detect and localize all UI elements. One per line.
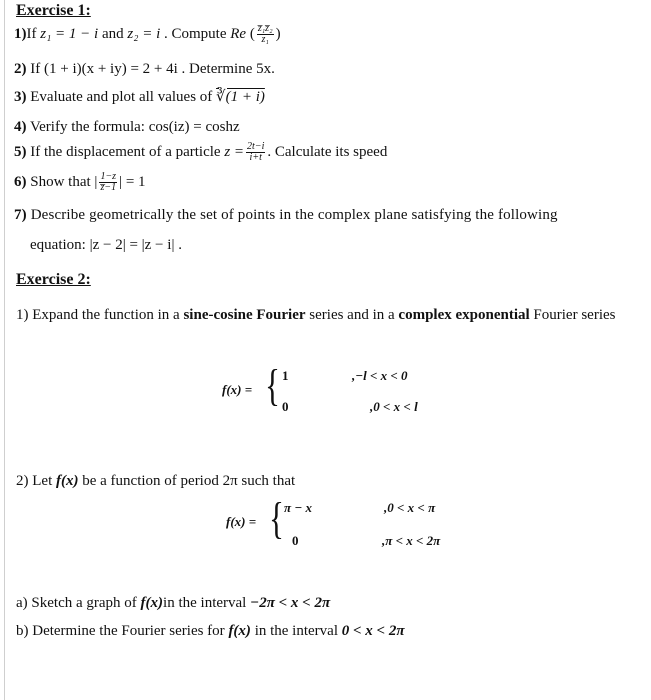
- ex1-question-1: 1)If z₁ = 1 − i and z₂ = i . Compute Re ( $\frac{\text{z̅₁z̅₂}}{\text{z₁}}$ ): [14, 23, 281, 45]
- exercise-1-title: Exercise 1:: [16, 2, 91, 19]
- ex1-question-7-line2: equation: |z − 2| = |z − i| .: [30, 237, 182, 253]
- f2-value-1: π − x: [284, 500, 312, 515]
- ex1-question-3: 3) Evaluate and plot all values of ∛(1 + i): [14, 89, 265, 105]
- f1-value-2: 0: [282, 399, 289, 414]
- ex1-question-6: 6) Show that | $\frac{1-z}{z̅-1}$ | = 1: [14, 171, 146, 193]
- f1-condition-2: ,0 < x < l: [370, 399, 418, 414]
- f2-brace: {: [269, 494, 284, 543]
- ex2-question-1: 1) Expand the function in a sine-cosine Fourier series and in a complex exponential Fourier series: [16, 307, 616, 323]
- ex1-question-5: 5) If the displacement of a particle z = $\frac{2t-i}{i+t}$ . Calculate its speed: [14, 141, 388, 163]
- modulus-fraction: $\frac{1-z}{z̅-1}$: [100, 171, 117, 193]
- f1-label: f(x) =: [222, 382, 253, 397]
- ex2-question-a: a) Sketch a graph of f(x)in the interval −2π < x < 2π: [16, 595, 331, 611]
- exercise-2-title: Exercise 2:: [16, 271, 91, 288]
- f1-value-1: 1: [282, 368, 289, 383]
- ex2-question-2: 2) Let f(x) be a function of period 2π such that: [16, 473, 296, 489]
- f1-brace: {: [265, 361, 280, 410]
- ex1-question-4: 4) Verify the formula: cos(iz) = coshz: [14, 119, 240, 135]
- f2-label: f(x) =: [226, 514, 257, 529]
- ex2-question-b: b) Determine the Fourier series for f(x) in the interval 0 < x < 2π: [16, 623, 405, 639]
- f1-condition-1: ,−l < x < 0: [352, 368, 408, 383]
- ex1-question-2: 2) If (1 + i)(x + iy) = 2 + 4i . Determine 5x.: [14, 61, 275, 77]
- re-fraction: $\frac{\text{z̅₁z̅₂}}{\text{z₁}}$: [257, 23, 273, 45]
- f2-condition-2: ,π < x < 2π: [382, 533, 441, 548]
- f2-condition-1: ,0 < x < π: [384, 500, 436, 515]
- page-left-border: [4, 0, 5, 700]
- ex1-question-7-line1: 7) Describe geometrically the set of points in the complex plane satisfying the following: [14, 207, 558, 223]
- f2-value-2: 0: [292, 533, 299, 548]
- displacement-fraction: $\frac{2t-i}{i+t}$: [247, 141, 265, 163]
